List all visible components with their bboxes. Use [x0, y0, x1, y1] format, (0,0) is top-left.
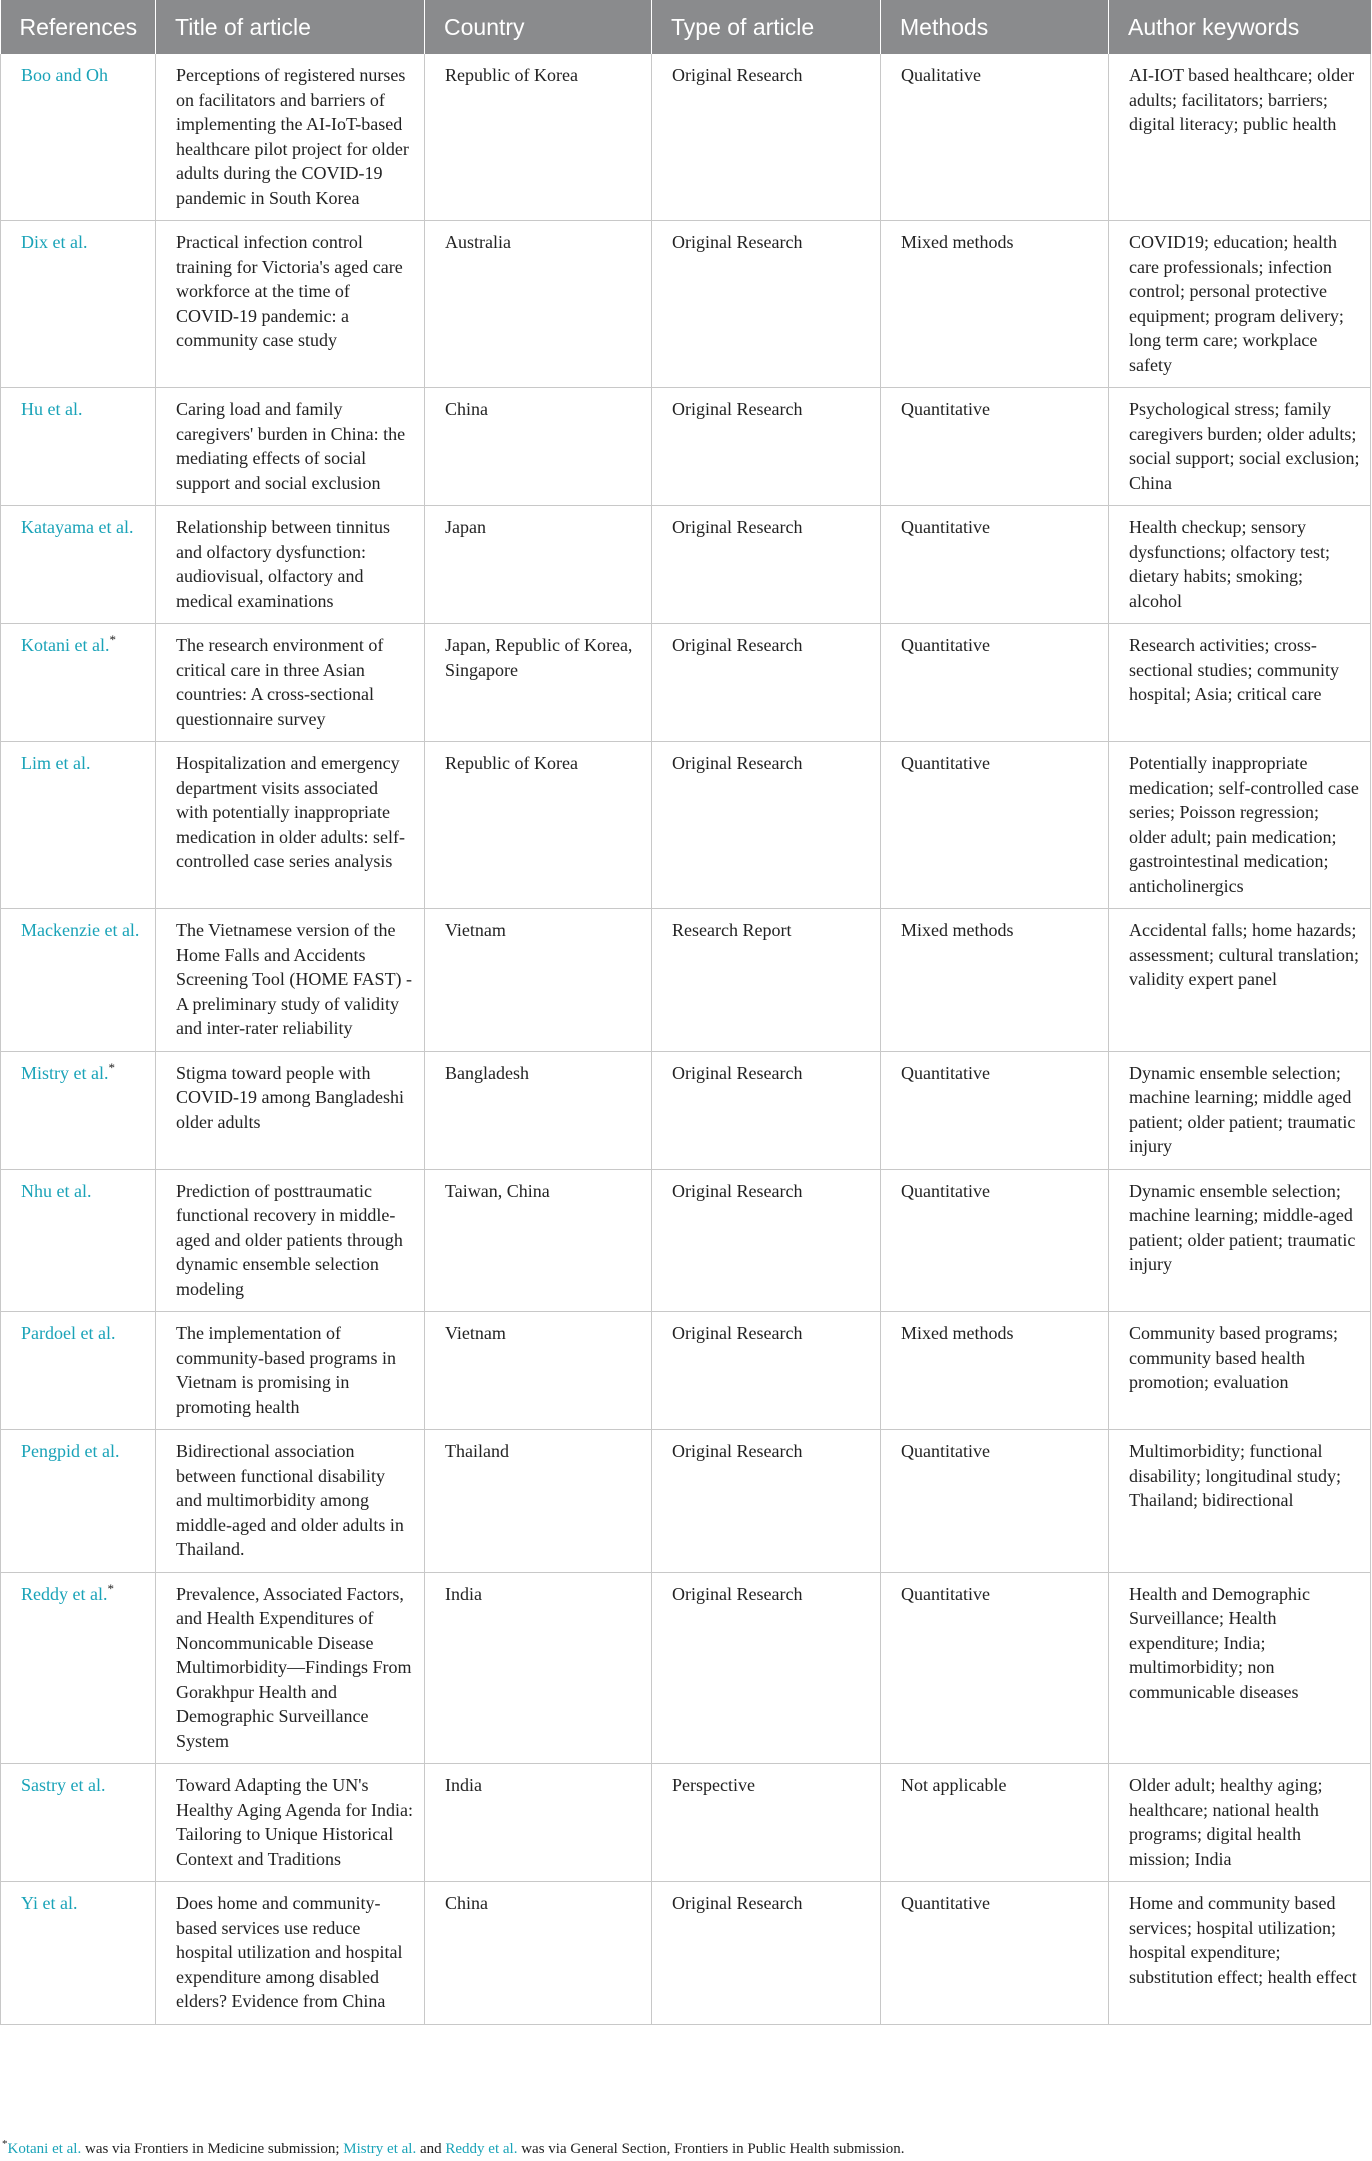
- country-cell: Thailand: [425, 1430, 652, 1573]
- methods-cell: Mixed methods: [881, 909, 1109, 1052]
- article-title: Stigma toward people with COVID-19 among Bangladeshi older adults: [156, 1051, 425, 1169]
- methods-cell: Quantitative: [881, 506, 1109, 624]
- reference-cell: [1, 1051, 156, 1169]
- country-cell: Japan: [425, 506, 652, 624]
- footnote-marker: *: [2, 2138, 8, 2150]
- footnote-link-reddy[interactable]: Reddy et al.: [445, 2141, 518, 2157]
- article-title: Practical infection control training for Victoria's aged care workforce at the time of COVID-19 pandemic: a community case study: [156, 221, 425, 388]
- header-references: References: [1, 0, 156, 54]
- reference-cell: [1, 1572, 156, 1764]
- header-title: Title of article: [156, 0, 425, 54]
- reference-link[interactable]: Mackenzie et al.: [21, 920, 140, 940]
- article-type-cell: Research Report: [652, 909, 881, 1052]
- article-type-cell: Original Research: [652, 506, 881, 624]
- reference-cell: [1, 1882, 156, 2025]
- country-cell: China: [425, 1882, 652, 2025]
- table-row: [1, 506, 1371, 624]
- table-row: [1, 909, 1371, 1052]
- reference-cell: [1, 1764, 156, 1882]
- article-type-cell: Original Research: [652, 1312, 881, 1430]
- methods-cell: Quantitative: [881, 388, 1109, 506]
- article-title: Bidirectional association between functional disability and multimorbidity among middle-aged and older adults in Thailand.: [156, 1430, 425, 1573]
- reference-link[interactable]: Pardoel et al.: [21, 1323, 116, 1343]
- table-row: [1, 1051, 1371, 1169]
- header-keywords: Author keywords: [1109, 0, 1371, 54]
- table-row: [1, 1312, 1371, 1430]
- reference-link[interactable]: Lim et al.: [21, 753, 91, 773]
- keywords-cell: Psychological stress; family caregivers burden; older adults; social support; social exclusion; China: [1109, 388, 1371, 506]
- methods-cell: Not applicable: [881, 1764, 1109, 1882]
- article-type-cell: Original Research: [652, 1430, 881, 1573]
- keywords-cell: Dynamic ensemble selection; machine learning; middle aged patient; older patient; traumatic injury: [1109, 1051, 1371, 1169]
- country-cell: India: [425, 1572, 652, 1764]
- table-row: [1, 1430, 1371, 1573]
- article-type-cell: Original Research: [652, 742, 881, 909]
- article-type-cell: Original Research: [652, 54, 881, 221]
- reference-link[interactable]: Nhu et al.: [21, 1180, 92, 1201]
- article-title: The Vietnamese version of the Home Falls and Accidents Screening Tool (HOME FAST) - A preliminary study of validity and inter-rater reliability: [156, 909, 425, 1052]
- header-country: Country: [425, 0, 652, 54]
- country-cell: India: [425, 1764, 652, 1882]
- reference-cell: [1, 54, 156, 221]
- reference-link[interactable]: Yi et al.: [21, 1893, 78, 1913]
- table-row: [1, 221, 1371, 388]
- keywords-cell: Health checkup; sensory dysfunctions; olfactory test; dietary habits; smoking; alcohol: [1109, 506, 1371, 624]
- header-methods: Methods: [881, 0, 1109, 54]
- table-body: [1, 54, 1371, 2024]
- reference-link[interactable]: Kotani et al.: [21, 635, 110, 655]
- methods-cell: Mixed methods: [881, 221, 1109, 388]
- article-type-cell: Original Research: [652, 388, 881, 506]
- reference-cell: [1, 909, 156, 1052]
- keywords-cell: Home and community based services; hospital utilization; hospital expenditure; substitution effect; health effect: [1109, 1882, 1371, 2025]
- article-title: The implementation of community-based programs in Vietnam is promising in promoting health: [156, 1312, 425, 1430]
- table-row: [1, 624, 1371, 742]
- article-title: Toward Adapting the UN's Healthy Aging Agenda for India: Tailoring to Unique Historical Context and Traditions: [156, 1764, 425, 1882]
- reference-link[interactable]: Reddy et al.: [21, 1583, 108, 1604]
- footnote-text: and: [416, 2141, 446, 2157]
- reference-cell: [1, 1312, 156, 1430]
- methods-cell: Quantitative: [881, 742, 1109, 909]
- keywords-cell: Community based programs; community based health promotion; evaluation: [1109, 1312, 1371, 1430]
- methods-cell: Quantitative: [881, 1051, 1109, 1169]
- country-cell: Australia: [425, 221, 652, 388]
- header-type: Type of article: [652, 0, 881, 54]
- country-cell: Japan, Republic of Korea, Singapore: [425, 624, 652, 742]
- table-row: [1, 1764, 1371, 1882]
- reference-cell: [1, 388, 156, 506]
- article-title: Caring load and family caregivers' burden in China: the mediating effects of social support and social exclusion: [156, 388, 425, 506]
- table-row: [1, 54, 1371, 221]
- reference-link[interactable]: Katayama et al.: [21, 517, 134, 537]
- reference-cell: [1, 1430, 156, 1573]
- article-type-cell: Original Research: [652, 221, 881, 388]
- reference-link[interactable]: Pengpid et al.: [21, 1441, 120, 1461]
- article-title: Perceptions of registered nurses on facilitators and barriers of implementing the AI-IoT-based healthcare pilot project for older adults during the COVID-19 pandemic in South Korea: [156, 54, 425, 221]
- article-type-cell: Original Research: [652, 1882, 881, 2025]
- country-cell: Republic of Korea: [425, 742, 652, 909]
- reference-cell: [1, 1169, 156, 1312]
- reference-link[interactable]: Hu et al.: [21, 399, 83, 419]
- methods-cell: Qualitative: [881, 54, 1109, 221]
- article-title: Prevalence, Associated Factors, and Health Expenditures of Noncommunicable Disease Multimorbidity—Findings From Gorakhpur Health and Demographic Surveillance System: [156, 1572, 425, 1764]
- keywords-cell: Research activities; cross-sectional studies; community hospital; Asia; critical care: [1109, 624, 1371, 742]
- reference-link[interactable]: Mistry et al.: [21, 1062, 109, 1083]
- footnote-link-kotani[interactable]: Kotani et al.: [7, 2141, 82, 2157]
- keywords-cell: Potentially inappropriate medication; self-controlled case series; Poisson regression; older adult; pain medication; gastrointestinal medication; anticholinergics: [1109, 742, 1371, 909]
- country-cell: China: [425, 388, 652, 506]
- reference-cell: [1, 742, 156, 909]
- article-type-cell: Original Research: [652, 1572, 881, 1764]
- keywords-cell: Accidental falls; home hazards; assessment; cultural translation; validity expert panel: [1109, 909, 1371, 1052]
- footnote-text: was via General Section, Frontiers in Public Health submission.: [517, 2141, 905, 2157]
- reference-link[interactable]: Boo and Oh: [21, 65, 108, 85]
- article-title: Prediction of posttraumatic functional recovery in middle-aged and older patients through dynamic ensemble selection modeling: [156, 1169, 425, 1312]
- table-row: [1, 388, 1371, 506]
- methods-cell: Quantitative: [881, 1430, 1109, 1573]
- methods-cell: Quantitative: [881, 1882, 1109, 2025]
- keywords-cell: AI-IOT based healthcare; older adults; facilitators; barriers; digital literacy; public health: [1109, 54, 1371, 221]
- table-footnote: [2, 2138, 1370, 2158]
- methods-cell: Quantitative: [881, 1572, 1109, 1764]
- country-cell: Taiwan, China: [425, 1169, 652, 1312]
- reference-link[interactable]: Dix et al.: [21, 232, 88, 252]
- article-type-cell: Original Research: [652, 624, 881, 742]
- article-title: Relationship between tinnitus and olfactory dysfunction: audiovisual, olfactory and medical examinations: [156, 506, 425, 624]
- reference-cell: [1, 506, 156, 624]
- table-header: [1, 0, 1371, 54]
- keywords-cell: COVID19; education; health care professionals; infection control; personal protective equipment; program delivery; long term care; workplace safety: [1109, 221, 1371, 388]
- article-title: Does home and community-based services use reduce hospital utilization and hospital expenditure among disabled elders? Evidence from China: [156, 1882, 425, 2025]
- header-row: [1, 0, 1371, 54]
- country-cell: Republic of Korea: [425, 54, 652, 221]
- country-cell: Vietnam: [425, 1312, 652, 1430]
- reference-cell: [1, 221, 156, 388]
- country-cell: Bangladesh: [425, 1051, 652, 1169]
- country-cell: Vietnam: [425, 909, 652, 1052]
- table-row: [1, 1572, 1371, 1764]
- keywords-cell: Older adult; healthy aging; healthcare; national health programs; digital health mission; India: [1109, 1764, 1371, 1882]
- keywords-cell: Multimorbidity; functional disability; longitudinal study; Thailand; bidirectional: [1109, 1430, 1371, 1573]
- footnote-marker: *: [107, 1580, 114, 1596]
- table-row: [1, 1169, 1371, 1312]
- footnote-marker: *: [108, 1059, 115, 1075]
- table-row: [1, 1882, 1371, 2025]
- methods-cell: Quantitative: [881, 1169, 1109, 1312]
- methods-cell: Mixed methods: [881, 1312, 1109, 1430]
- methods-cell: Quantitative: [881, 624, 1109, 742]
- article-type-cell: Original Research: [652, 1169, 881, 1312]
- article-type-cell: Original Research: [652, 1051, 881, 1169]
- reference-link[interactable]: Sastry et al.: [21, 1775, 106, 1795]
- article-title: The research environment of critical care in three Asian countries: A cross-sectional questionnaire survey: [156, 624, 425, 742]
- footnote-link-mistry[interactable]: Mistry et al.: [343, 2141, 417, 2157]
- footnote-text: was via Frontiers in Medicine submission;: [81, 2141, 344, 2157]
- footnote-marker: *: [109, 632, 116, 647]
- article-type-cell: Perspective: [652, 1764, 881, 1882]
- table-row: [1, 742, 1371, 909]
- keywords-cell: Health and Demographic Surveillance; Health expenditure; India; multimorbidity; non communicable diseases: [1109, 1572, 1371, 1764]
- reference-cell: [1, 624, 156, 742]
- article-title: Hospitalization and emergency department visits associated with potentially inappropriate medication in older adults: self-controlled case series analysis: [156, 742, 425, 909]
- keywords-cell: Dynamic ensemble selection; machine learning; middle-aged patient; older patient; traumatic injury: [1109, 1169, 1371, 1312]
